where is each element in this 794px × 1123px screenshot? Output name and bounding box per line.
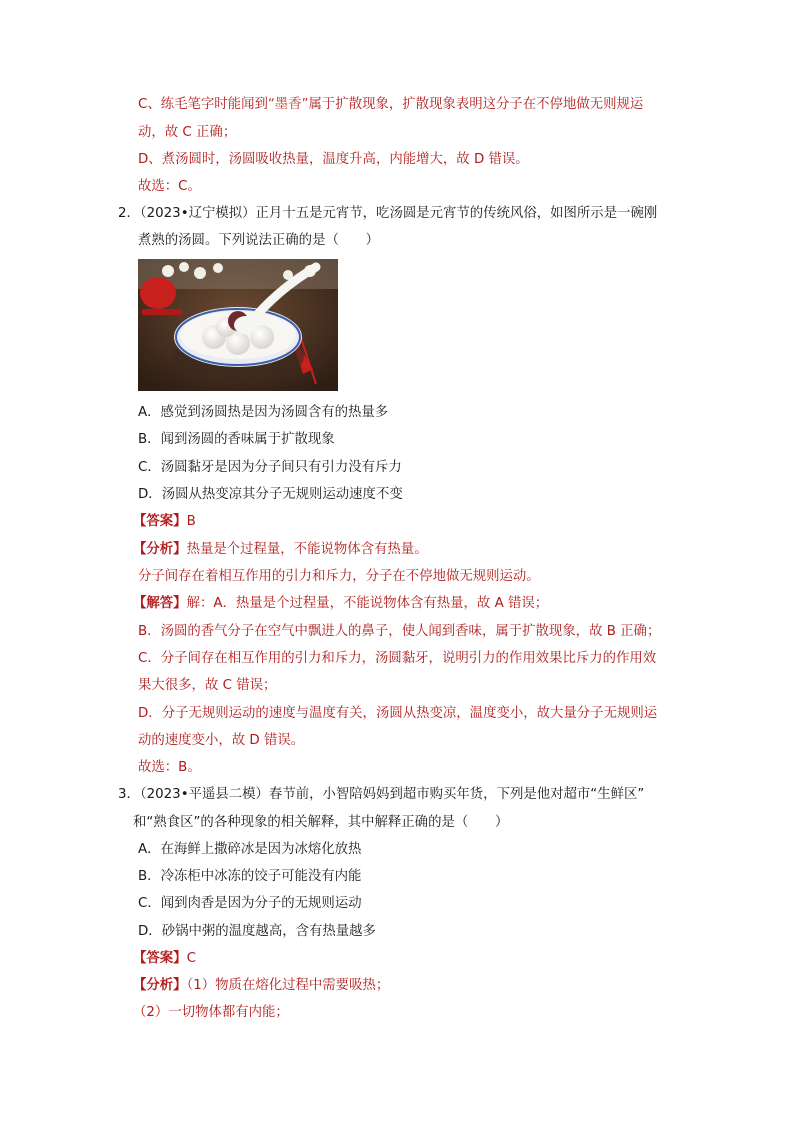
q2-option-b: B．闻到汤圆的香味属于扩散现象 (138, 432, 335, 447)
q2-solution-d2: 动的速度变小，故 D 错误。 (138, 733, 305, 748)
question-stem: （2023•辽宁模拟）正月十五是元宵节，吃汤圆是元宵节的传统风俗，如图所示是一碗刚 (139, 206, 658, 221)
q3-option-d: D．砂锅中粥的温度越高，含有热量越多 (138, 924, 376, 939)
text: C、练毛笔字时能闻到 (138, 97, 268, 112)
q2-option-a: A．感觉到汤圆热是因为汤圆含有的热量多 (138, 405, 389, 420)
q3-answer (133, 950, 196, 968)
answer-tag: 【答案】 (133, 951, 187, 966)
q3-analysis-line2: （2）一切物体都有内能； (133, 1005, 289, 1020)
question-stem: （2023•平遥县二模）春节前，小智陪妈妈到超市购买年货，下列是他对超市“生鲜区” (139, 787, 645, 802)
prev-choose: 故选：C。 (138, 179, 201, 194)
prev-option-c-explanation (138, 96, 643, 114)
analysis-tag: 【分析】 (133, 542, 187, 557)
q2-option-d: D．汤圆从热变凉其分子无规则运动速度不变 (138, 487, 403, 502)
q3-option-c: C．闻到肉香是因为分子的无规则运动 (138, 896, 362, 911)
q2-stem-line2: 煮熟的汤圆。下列说法正确的是（ ） (138, 233, 380, 248)
text: 属于扩散现象，扩散现象表明这分子在不停地做无则规运 (308, 97, 644, 112)
prev-option-c-explanation-cont: 动，故 C 正确； (138, 125, 237, 140)
q2-solution-d1: D．分子无规则运动的速度与温度有关，汤圆从热变凉，温度变小，故大量分子无规则运 (138, 706, 658, 721)
solution-text: 解：A．热量是个过程量，不能说物体含有热量，故 A 错误； (186, 596, 549, 611)
q2-solution-b: B．汤圆的香气分子在空气中飘进人的鼻子，使人闻到香味，属于扩散现象，故 B 正确； (138, 624, 661, 639)
q2-solution (133, 595, 548, 613)
q2-solution-c1: C．分子间存在相互作用的引力和斥力，汤圆黏牙，说明引力的作用效果比斥力的作用效 (138, 651, 657, 666)
analysis-text: （1）物质在熔化过程中需要吸热； (186, 978, 390, 993)
q3-option-b: B．冷冻柜中冰冻的饺子可能没有内能 (138, 869, 362, 884)
prev-option-d-explanation: D、煮汤圆时，汤圆吸收热量，温度升高，内能增大，故 D 错误。 (138, 152, 529, 167)
answer-value: C (186, 951, 196, 966)
solution-tag: 【解答】 (133, 596, 187, 611)
q2-option-c: C．汤圆黏牙是因为分子间只有引力没有斥力 (138, 460, 402, 475)
q2-solution-c2: 果大很多，故 C 错误； (138, 678, 277, 693)
tangyuan-bowl-photo (138, 259, 338, 391)
q3-option-a: A．在海鲜上撒碎冰是因为冰熔化放热 (138, 842, 362, 857)
question-number: 2． (118, 206, 140, 221)
q2-analysis (133, 541, 428, 559)
q2-answer (133, 513, 196, 531)
answer-tag: 【答案】 (133, 514, 187, 529)
analysis-text: 热量是个过程量，不能说物体含有热量。 (186, 542, 428, 557)
q2-analysis-line2: 分子间存在着相互作用的引力和斥力，分子在不停地做无规则运动。 (138, 569, 540, 584)
question-number: 3． (118, 787, 140, 802)
q3-analysis (133, 977, 389, 995)
quoted-term: “墨香” (267, 97, 309, 112)
analysis-tag: 【分析】 (133, 978, 187, 993)
answer-value: B (186, 514, 196, 529)
q2-stem-line1 (118, 205, 657, 223)
q2-choose: 故选：B。 (138, 760, 201, 775)
q3-stem-line2: 和“熟食区”的各种现象的相关解释，其中解释正确的是（ ） (133, 815, 509, 830)
q3-stem-line1 (118, 786, 644, 804)
